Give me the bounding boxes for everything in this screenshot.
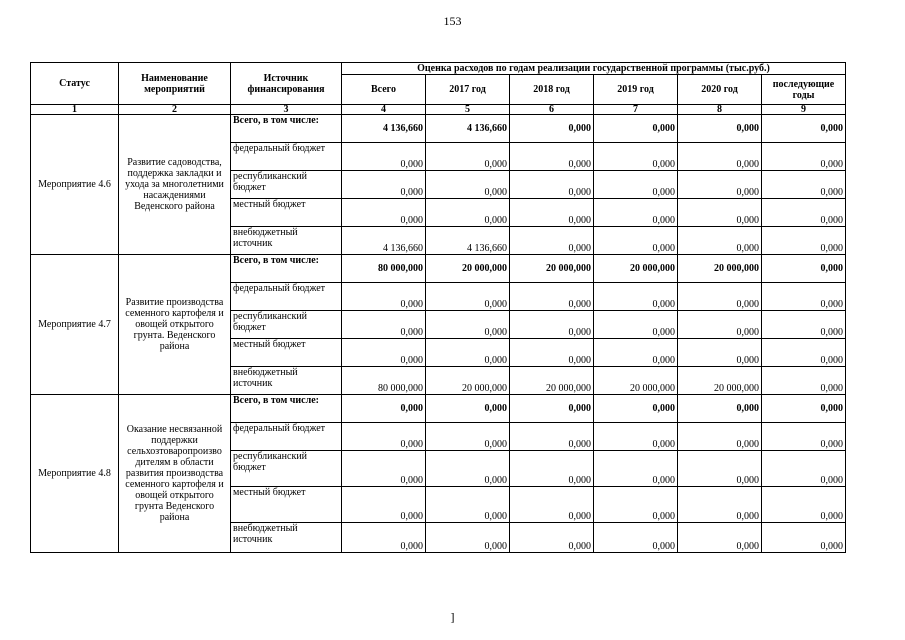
amount-cell: 0,000 — [594, 199, 678, 227]
amount-cell: 4 136,660 — [342, 227, 426, 255]
amount-cell: 0,000 — [510, 171, 594, 199]
amount-cell: 0,000 — [426, 423, 510, 451]
amount-cell: 0,000 — [510, 143, 594, 171]
amount-cell: 80 000,000 — [342, 367, 426, 395]
amount-cell: 0,000 — [426, 395, 510, 423]
funding-source-cell: республиканский бюджет — [231, 171, 342, 199]
column-index: 6 — [510, 105, 594, 115]
amount-cell: 0,000 — [594, 487, 678, 523]
amount-cell: 0,000 — [678, 143, 762, 171]
amount-cell: 0,000 — [342, 199, 426, 227]
amount-cell: 0,000 — [426, 283, 510, 311]
amount-cell: 0,000 — [594, 339, 678, 367]
header-group: Оценка расходов по годам реализации государственной программы (тыс.руб.) — [342, 63, 846, 75]
column-index: 3 — [231, 105, 342, 115]
amount-cell: 0,000 — [342, 451, 426, 487]
amount-cell: 4 136,660 — [426, 115, 510, 143]
amount-cell: 0,000 — [594, 171, 678, 199]
amount-cell: 0,000 — [342, 311, 426, 339]
amount-cell: 0,000 — [678, 171, 762, 199]
amount-cell: 0,000 — [342, 171, 426, 199]
funding-source-cell: Всего, в том числе: — [231, 395, 342, 423]
amount-cell: 0,000 — [510, 487, 594, 523]
amount-cell: 0,000 — [678, 451, 762, 487]
amount-cell: 20 000,000 — [426, 367, 510, 395]
amount-cell: 0,000 — [762, 395, 846, 423]
column-index: 4 — [342, 105, 426, 115]
amount-cell: 0,000 — [762, 171, 846, 199]
amount-cell: 0,000 — [678, 339, 762, 367]
amount-cell: 0,000 — [678, 523, 762, 553]
funding-source-cell: местный бюджет — [231, 487, 342, 523]
amount-cell: 0,000 — [678, 199, 762, 227]
funding-source-cell: внебюджетный источник — [231, 367, 342, 395]
amount-cell: 0,000 — [678, 423, 762, 451]
amount-cell: 0,000 — [342, 395, 426, 423]
amount-cell: 0,000 — [510, 395, 594, 423]
amount-cell: 0,000 — [678, 395, 762, 423]
amount-cell: 0,000 — [426, 143, 510, 171]
column-index: 5 — [426, 105, 510, 115]
measure-name-cell: Развитие садоводства, поддержка закладки и ухода за многолетними насаждениями Веденского района — [119, 115, 231, 255]
amount-cell: 0,000 — [678, 311, 762, 339]
header-status: Статус — [31, 63, 119, 105]
header-name: Наименование мероприятий — [119, 63, 231, 105]
column-index: 2 — [119, 105, 231, 115]
amount-cell: 80 000,000 — [342, 255, 426, 283]
amount-cell: 0,000 — [342, 339, 426, 367]
amount-cell: 0,000 — [594, 143, 678, 171]
amount-cell: 0,000 — [594, 283, 678, 311]
header-source: Источник финансирования — [231, 63, 342, 105]
amount-cell: 0,000 — [510, 227, 594, 255]
amount-cell: 0,000 — [762, 339, 846, 367]
funding-source-cell: федеральный бюджет — [231, 143, 342, 171]
table-row — [31, 255, 846, 283]
amount-cell: 0,000 — [426, 339, 510, 367]
header-year: 2017 год — [426, 75, 510, 105]
amount-cell: 0,000 — [594, 523, 678, 553]
amount-cell: 0,000 — [342, 283, 426, 311]
amount-cell: 4 136,660 — [426, 227, 510, 255]
funding-source-cell: внебюджетный источник — [231, 523, 342, 553]
header-year: Всего — [342, 75, 426, 105]
amount-cell: 0,000 — [762, 115, 846, 143]
amount-cell: 0,000 — [510, 339, 594, 367]
amount-cell: 20 000,000 — [594, 367, 678, 395]
header-year: 2020 год — [678, 75, 762, 105]
column-index: 7 — [594, 105, 678, 115]
amount-cell: 20 000,000 — [426, 255, 510, 283]
amount-cell: 0,000 — [594, 115, 678, 143]
amount-cell: 0,000 — [594, 311, 678, 339]
funding-source-cell: федеральный бюджет — [231, 423, 342, 451]
table-row — [31, 395, 846, 423]
amount-cell: 0,000 — [426, 451, 510, 487]
amount-cell: 20 000,000 — [594, 255, 678, 283]
amount-cell: 0,000 — [594, 451, 678, 487]
funding-source-cell: федеральный бюджет — [231, 283, 342, 311]
amount-cell: 0,000 — [510, 283, 594, 311]
amount-cell: 0,000 — [426, 199, 510, 227]
measure-name-cell: Развитие производства семенного картофеля и овощей открытого грунта. Веденского района — [119, 255, 231, 395]
amount-cell: 0,000 — [342, 143, 426, 171]
amount-cell: 0,000 — [762, 423, 846, 451]
amount-cell: 0,000 — [594, 395, 678, 423]
amount-cell: 0,000 — [762, 367, 846, 395]
amount-cell: 0,000 — [678, 487, 762, 523]
amount-cell: 0,000 — [426, 171, 510, 199]
amount-cell: 20 000,000 — [678, 255, 762, 283]
column-index: 8 — [678, 105, 762, 115]
amount-cell: 0,000 — [762, 487, 846, 523]
amount-cell: 20 000,000 — [510, 255, 594, 283]
page-footer-mark: ] — [450, 610, 455, 624]
status-cell: Мероприятие 4.6 — [31, 115, 119, 255]
amount-cell: 4 136,660 — [342, 115, 426, 143]
funding-source-cell: Всего, в том числе: — [231, 255, 342, 283]
funding-source-cell: местный бюджет — [231, 339, 342, 367]
amount-cell: 0,000 — [342, 423, 426, 451]
amount-cell: 0,000 — [762, 227, 846, 255]
amount-cell: 0,000 — [762, 283, 846, 311]
amount-cell: 0,000 — [510, 523, 594, 553]
funding-source-cell: Всего, в том числе: — [231, 115, 342, 143]
amount-cell: 0,000 — [762, 255, 846, 283]
amount-cell: 0,000 — [762, 451, 846, 487]
amount-cell: 0,000 — [762, 143, 846, 171]
amount-cell: 0,000 — [510, 311, 594, 339]
amount-cell: 20 000,000 — [678, 367, 762, 395]
amount-cell: 20 000,000 — [510, 367, 594, 395]
amount-cell: 0,000 — [342, 487, 426, 523]
header-year: последующие годы — [762, 75, 846, 105]
column-index: 1 — [31, 105, 119, 115]
amount-cell: 0,000 — [510, 115, 594, 143]
amount-cell: 0,000 — [762, 199, 846, 227]
amount-cell: 0,000 — [426, 523, 510, 553]
page-number: 153 — [443, 14, 462, 28]
header-year: 2018 год — [510, 75, 594, 105]
amount-cell: 0,000 — [678, 227, 762, 255]
funding-source-cell: республиканский бюджет — [231, 311, 342, 339]
column-index: 9 — [762, 105, 846, 115]
measure-name-cell: Оказание несвязанной поддержки сельхозтоваропроизво дителям в области развития производства семенного картофеля и овощей открытого грунта Веденского района — [119, 395, 231, 553]
amount-cell: 0,000 — [678, 283, 762, 311]
amount-cell: 0,000 — [426, 487, 510, 523]
amount-cell: 0,000 — [594, 423, 678, 451]
amount-cell: 0,000 — [678, 115, 762, 143]
amount-cell: 0,000 — [762, 523, 846, 553]
amount-cell: 0,000 — [342, 523, 426, 553]
amount-cell: 0,000 — [426, 311, 510, 339]
expense-table — [30, 62, 846, 553]
status-cell: Мероприятие 4.8 — [31, 395, 119, 553]
table-row — [31, 115, 846, 143]
amount-cell: 0,000 — [762, 311, 846, 339]
amount-cell: 0,000 — [510, 199, 594, 227]
amount-cell: 0,000 — [510, 423, 594, 451]
funding-source-cell: внебюджетный источник — [231, 227, 342, 255]
amount-cell: 0,000 — [594, 227, 678, 255]
funding-source-cell: местный бюджет — [231, 199, 342, 227]
status-cell: Мероприятие 4.7 — [31, 255, 119, 395]
funding-source-cell: республиканский бюджет — [231, 451, 342, 487]
header-year: 2019 год — [594, 75, 678, 105]
amount-cell: 0,000 — [510, 451, 594, 487]
